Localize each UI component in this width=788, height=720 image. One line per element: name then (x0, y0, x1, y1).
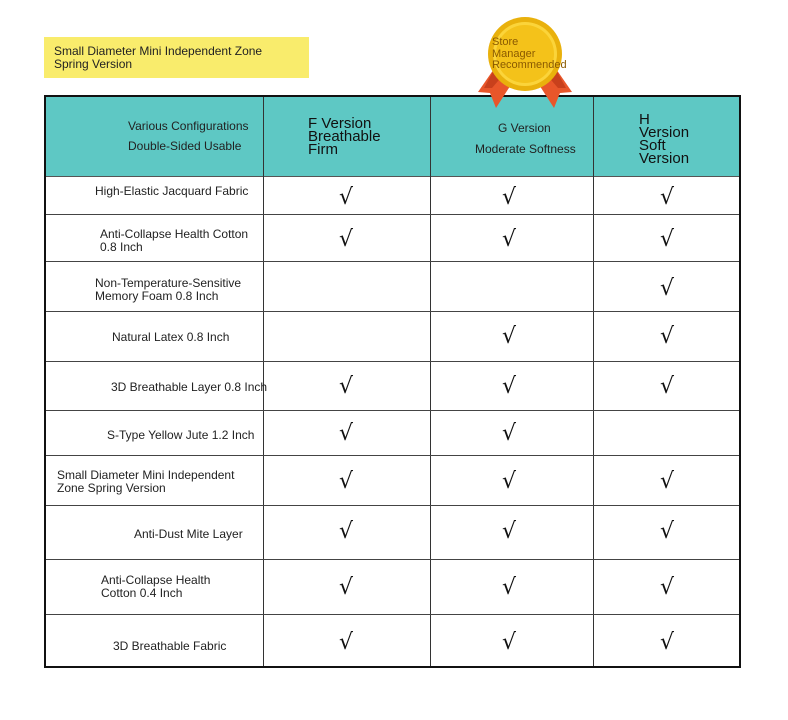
check-mark-icon: √ (502, 185, 517, 210)
row-label: Non-Temperature-Sensitive Memory Foam 0.8 Inch (95, 276, 242, 303)
header-f-line-3: Firm (308, 141, 338, 158)
row-divider (46, 614, 739, 615)
check-mark-icon: √ (502, 421, 517, 446)
row-divider (46, 455, 739, 456)
check-mark-icon: √ (660, 185, 675, 210)
row-label: 3D Breathable Fabric (113, 639, 227, 653)
check-mark-icon: √ (660, 575, 675, 600)
check-mark-icon: √ (339, 630, 354, 655)
row-label: Anti-Dust Mite Layer (134, 527, 243, 541)
header-f-line-2: Breathable (308, 128, 381, 145)
row-divider (46, 361, 739, 362)
badge-line-1: Store (492, 36, 519, 48)
recommended-config-tag (44, 37, 309, 78)
row-divider (46, 505, 739, 506)
check-mark-icon: √ (339, 519, 354, 544)
check-mark-icon: √ (660, 469, 675, 494)
check-mark-icon: √ (339, 374, 354, 399)
header-f-version (308, 117, 381, 156)
comparison-table (44, 95, 741, 668)
header-h-line-2: Version (639, 124, 690, 141)
check-mark-icon: √ (660, 276, 675, 301)
check-mark-icon: √ (502, 469, 517, 494)
header-config-line-2: Double-Sided Usable (128, 139, 242, 153)
row-label: High-Elastic Jacquard Fabric (95, 184, 249, 198)
row-label: S-Type Yellow Jute 1.2 Inch (107, 428, 255, 442)
check-mark-icon: √ (502, 374, 517, 399)
check-mark-icon: √ (502, 519, 517, 544)
header-h-line-3: Soft (639, 137, 666, 154)
row-divider (46, 559, 739, 560)
header-h-line-1: H (639, 111, 650, 128)
check-mark-icon: √ (660, 519, 675, 544)
row-label: Anti-Collapse Health Cotton 0.8 Inch (100, 227, 249, 254)
check-mark-icon: √ (502, 227, 517, 252)
check-mark-icon: √ (660, 227, 675, 252)
badge-line-3: Recommended (492, 59, 567, 71)
check-mark-icon: √ (660, 324, 675, 349)
check-mark-icon: √ (339, 185, 354, 210)
check-mark-icon: √ (339, 421, 354, 446)
row-divider (46, 410, 739, 411)
check-mark-icon: √ (502, 630, 517, 655)
header-g-version (475, 118, 576, 160)
row-label: Small Diameter Mini Independent Zone Spring Version (57, 468, 235, 495)
header-g-line-1: G Version (498, 121, 551, 135)
header-h-version (639, 113, 689, 165)
row-label: 3D Breathable Layer 0.8 Inch (111, 380, 268, 394)
check-mark-icon: √ (339, 227, 354, 252)
tag-text: Small Diameter Mini Independent Zone Spring Version (54, 44, 263, 71)
header-h-line-4: Version (639, 150, 690, 167)
check-mark-icon: √ (660, 630, 675, 655)
row-divider (46, 261, 739, 262)
row-label: Anti-Collapse Health Cotton 0.4 Inch (101, 573, 211, 600)
header-f-line-1: F Version (308, 115, 372, 132)
row-divider (46, 311, 739, 312)
header-config-line-1: Various Configurations (128, 119, 249, 133)
column-divider (593, 97, 594, 666)
row-divider (46, 214, 739, 215)
check-mark-icon: √ (339, 575, 354, 600)
check-mark-icon: √ (660, 374, 675, 399)
header-g-line-2: Moderate Softness (475, 142, 576, 156)
badge-text (492, 37, 567, 72)
column-divider (430, 97, 431, 666)
check-mark-icon: √ (502, 575, 517, 600)
badge-line-2: Manager (492, 47, 536, 60)
header-configurations (128, 116, 249, 156)
check-mark-icon: √ (502, 324, 517, 349)
check-mark-icon: √ (339, 469, 354, 494)
row-label: Natural Latex 0.8 Inch (112, 330, 230, 344)
